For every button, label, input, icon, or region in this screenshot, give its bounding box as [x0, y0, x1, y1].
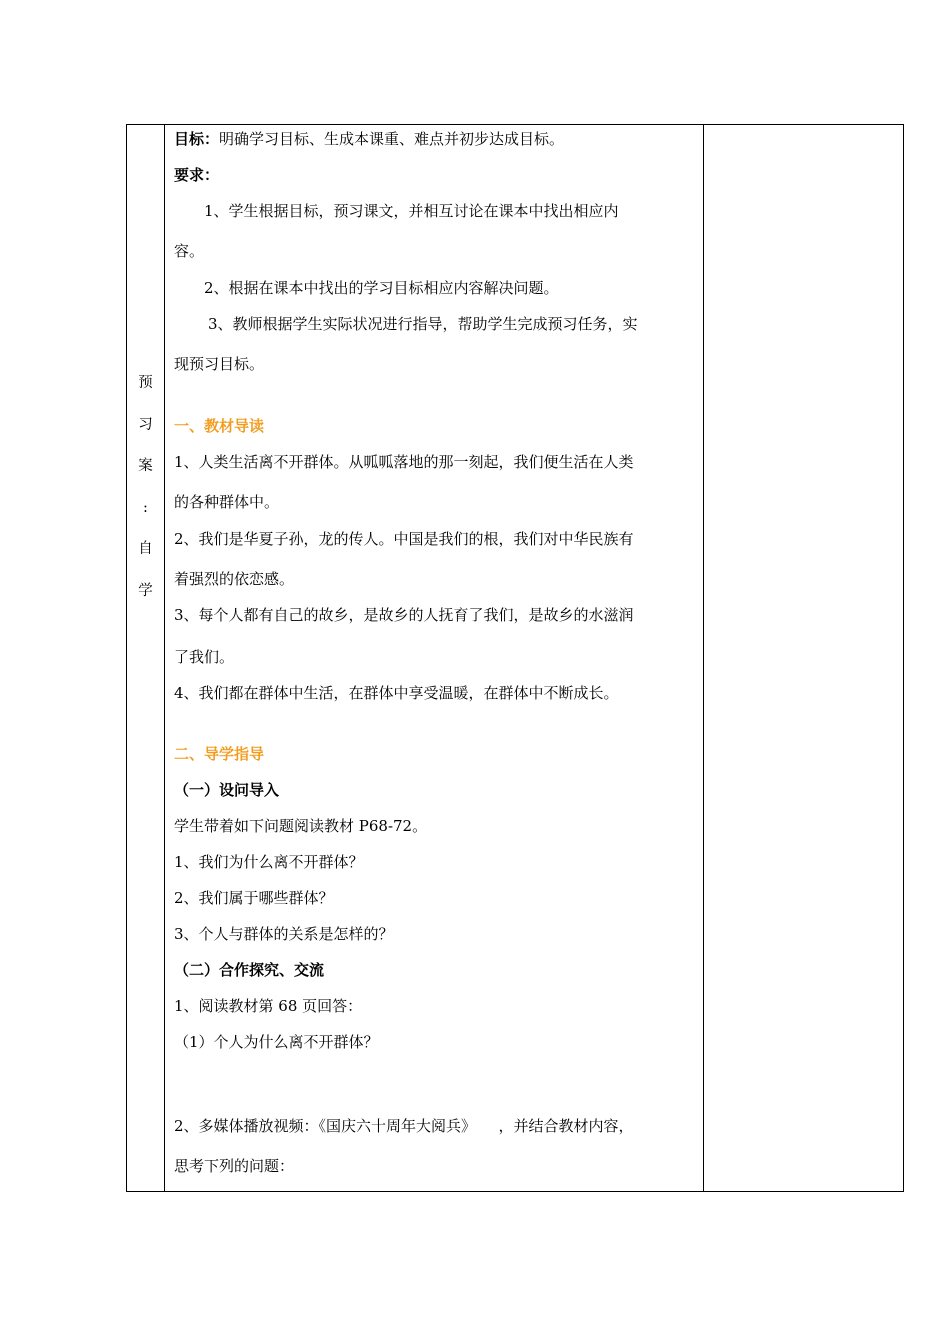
question-line: 1、我们为什么离不开群体？: [174, 853, 364, 871]
inquiry-line: 1、阅读教材第 68 页回答：: [174, 997, 363, 1015]
section-title-guided-learning: 二、导学指导: [174, 745, 265, 763]
column-divider-right: [703, 125, 704, 1191]
question-line: 学生带着如下问题阅读教材 P68-72。: [174, 817, 428, 835]
reading-line: 3、每个人都有自己的故乡，是故乡的人抚育了我们，是故乡的水滋润: [174, 606, 634, 624]
reading-line: 4、我们都在群体中生活，在群体中享受温暖，在群体中不断成长。: [174, 684, 619, 702]
requirement-line: 容。: [174, 242, 205, 260]
side-label-preview-self-study: 预 习 案 : 自 学: [138, 375, 153, 599]
inquiry-line: 思考下列的问题：: [174, 1157, 295, 1175]
question-line: 3、个人与群体的关系是怎样的？: [174, 925, 394, 943]
requirement-line: 2、根据在课本中找出的学习目标相应内容解决问题。: [204, 279, 559, 297]
column-divider-left: [164, 125, 165, 1191]
goal-line: 目标：明确学习目标、生成本课重、难点并初步达成目标。: [174, 130, 565, 148]
requirement-line: 现预习目标。: [174, 355, 265, 373]
inquiry-line: 2、多媒体播放视频：《国庆六十周年大阅兵》 ，并结合教材内容，: [174, 1117, 634, 1135]
reading-line: 的各种群体中。: [174, 493, 280, 511]
question-line: 2、我们属于哪些群体？: [174, 889, 334, 907]
reading-line: 了我们。: [174, 648, 235, 666]
reading-line: 1、人类生活离不开群体。从呱呱落地的那一刻起，我们便生活在人类: [174, 453, 634, 471]
reading-line: 2、我们是华夏子孙，龙的传人。中国是我们的根，我们对中华民族有: [174, 530, 634, 548]
requirement-line: 1、学生根据目标，预习课文，并相互讨论在课本中找出相应内: [204, 202, 619, 220]
inquiry-line: （1）个人为什么离不开群体？: [174, 1033, 379, 1051]
subsection-title-cooperative-inquiry: （二）合作探究、交流: [174, 961, 325, 979]
requirement-title: 要求：: [174, 166, 220, 184]
section-title-textbook-reading: 一、教材导读: [174, 417, 265, 435]
requirement-line: 3、教师根据学生实际状况进行指导，帮助学生完成预习任务，实: [208, 315, 638, 333]
subsection-title-question-intro: （一）设问导入: [174, 781, 280, 799]
reading-line: 着强烈的依恋感。: [174, 570, 295, 588]
lesson-table: [126, 124, 904, 1192]
